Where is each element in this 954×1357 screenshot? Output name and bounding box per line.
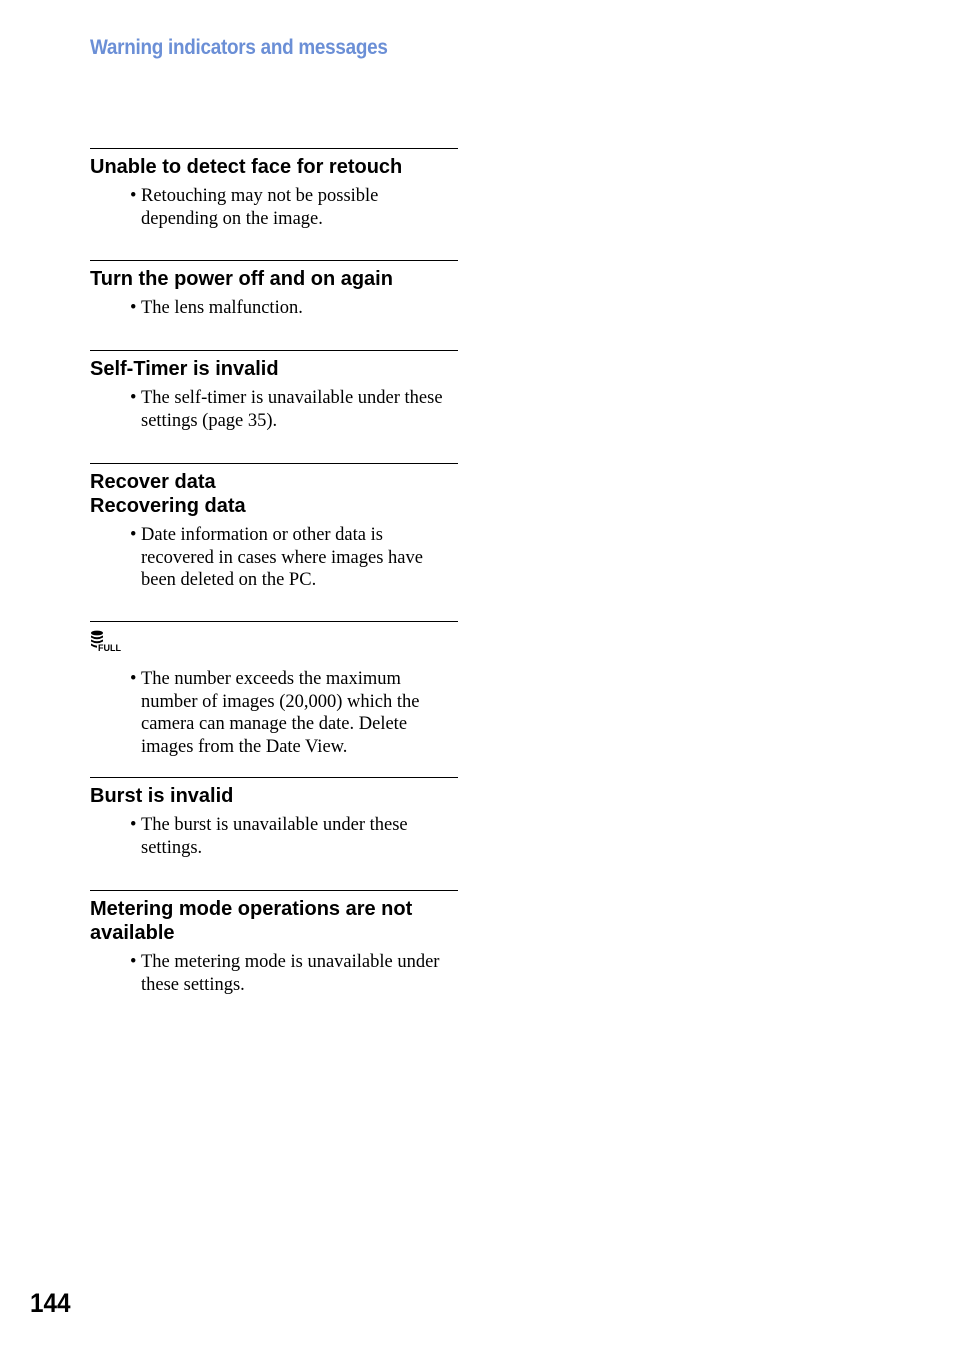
message-section-burst bbox=[90, 777, 458, 859]
message-description-text: The burst is unavailable under these settings. bbox=[141, 815, 408, 858]
bullet-marker: • bbox=[130, 815, 137, 835]
full-label: FULL bbox=[98, 643, 121, 653]
bullet-marker: • bbox=[130, 298, 137, 318]
message-heading: Metering mode operations are not available bbox=[90, 898, 413, 944]
message-heading-line: Recover data bbox=[90, 471, 216, 493]
message-description bbox=[90, 297, 458, 320]
message-description bbox=[90, 524, 458, 592]
message-description-text: The metering mode is unavailable under these settings. bbox=[141, 952, 440, 995]
message-description-text: Date information or other data is recovered in cases where images have been deleted on the PC. bbox=[141, 525, 423, 590]
bullet-marker: • bbox=[130, 669, 137, 689]
message-section-power-off-on bbox=[90, 260, 458, 320]
message-section-face-retouch bbox=[90, 148, 458, 230]
message-section-self-timer bbox=[90, 350, 458, 432]
message-heading: Unable to detect face for retouch bbox=[90, 156, 403, 178]
message-heading: Turn the power off and on again bbox=[90, 268, 393, 290]
message-description-text: The self-timer is unavailable under these settings (page 35). bbox=[141, 388, 443, 431]
page-number: 144 bbox=[30, 1288, 71, 1318]
bullet-marker: • bbox=[130, 388, 137, 408]
message-description bbox=[90, 951, 458, 996]
page-header-title: Warning indicators and messages bbox=[90, 36, 388, 59]
message-heading-line: Recovering data bbox=[90, 495, 246, 517]
message-heading: Burst is invalid bbox=[90, 785, 234, 807]
message-description bbox=[90, 814, 458, 859]
message-description bbox=[90, 185, 458, 230]
message-section-database-full bbox=[90, 621, 458, 758]
message-heading: Self-Timer is invalid bbox=[90, 358, 279, 380]
message-description bbox=[90, 668, 458, 758]
database-full-icon bbox=[90, 630, 458, 656]
message-description-text: The number exceeds the maximum number of images (20,000) which the camera can manage the date. Delete images from the Date View. bbox=[141, 669, 420, 757]
bullet-marker: • bbox=[130, 525, 137, 545]
message-description-text: The lens malfunction. bbox=[141, 298, 303, 318]
message-description bbox=[90, 387, 458, 432]
bullet-marker: • bbox=[130, 952, 137, 972]
bullet-marker: • bbox=[130, 186, 137, 206]
message-section-metering-mode bbox=[90, 890, 458, 996]
message-heading bbox=[90, 470, 458, 518]
message-section-recover-data bbox=[90, 463, 458, 592]
message-description-text: Retouching may not be possible depending on the image. bbox=[141, 186, 379, 229]
